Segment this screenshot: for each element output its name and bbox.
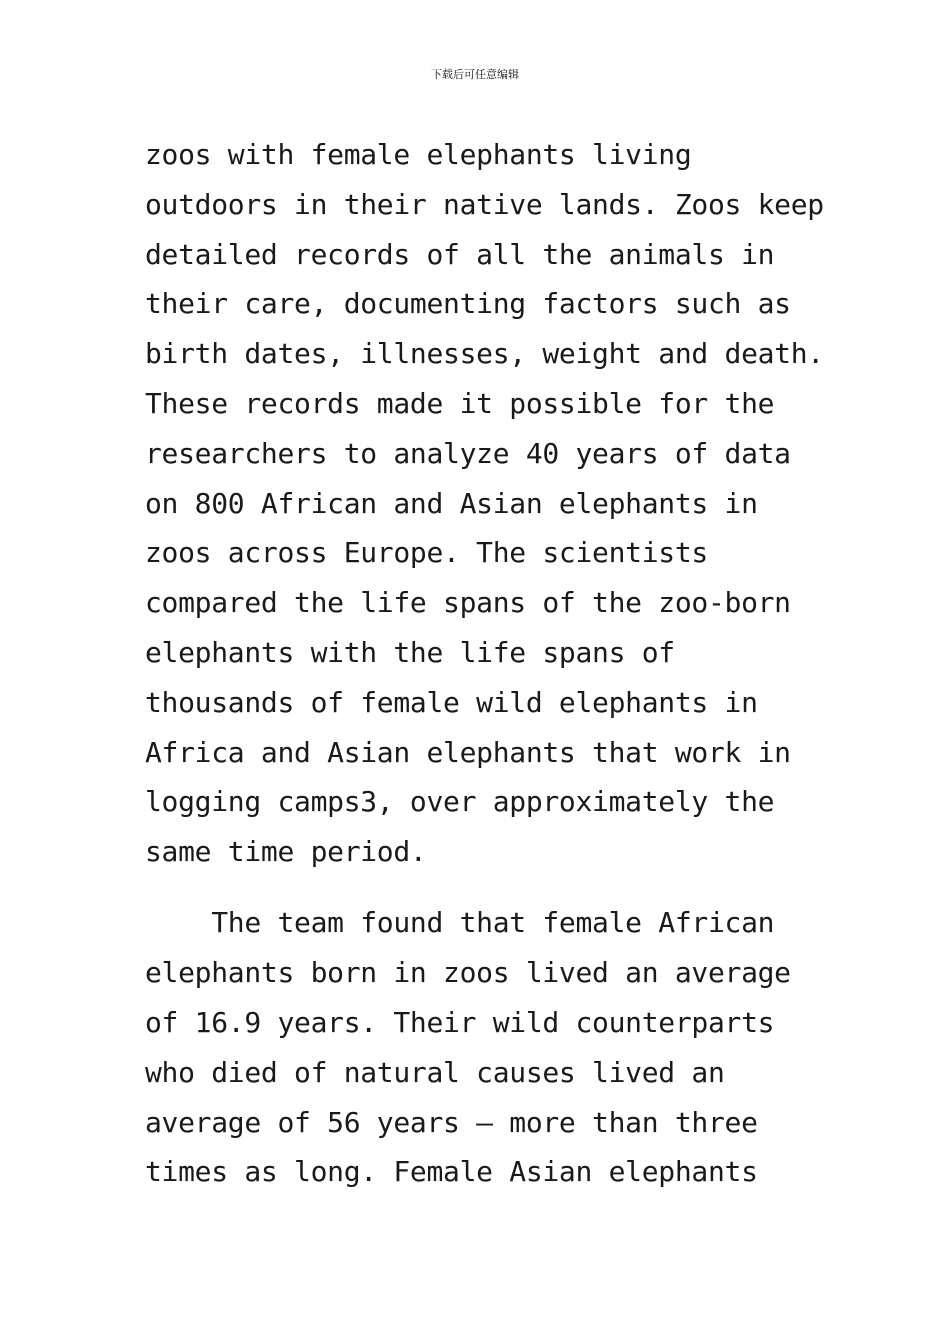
text-line: elephants born in zoos lived an average bbox=[145, 956, 791, 990]
text-line: elephants with the life spans of bbox=[145, 635, 675, 669]
document-body bbox=[145, 130, 845, 1197]
text-line: thousands of female wild elephants in bbox=[145, 685, 758, 719]
paragraph bbox=[145, 898, 845, 1197]
text-line: researchers to analyze 40 years of data bbox=[145, 436, 791, 470]
text-line: logging camps3, over approximately the bbox=[145, 785, 775, 819]
text-line: Africa and Asian elephants that work in bbox=[145, 735, 791, 769]
text-line: same time period. bbox=[145, 835, 427, 869]
text-line: who died of natural causes lived an bbox=[145, 1055, 725, 1089]
text-line: zoos across Europe. The scientists bbox=[145, 536, 708, 570]
text-line: on 800 African and Asian elephants in bbox=[145, 486, 758, 520]
text-line: their care, documenting factors such as bbox=[145, 287, 791, 321]
text-line: detailed records of all the animals in bbox=[145, 237, 775, 271]
page-header: 下载后可任意编辑 bbox=[431, 68, 519, 81]
text-line: of 16.9 years. Their wild counterparts bbox=[145, 1006, 775, 1040]
text-line: outdoors in their native lands. Zoos keep bbox=[145, 187, 824, 221]
text-line: The team found that female African bbox=[145, 906, 775, 940]
text-line: birth dates, illnesses, weight and death. bbox=[145, 337, 824, 371]
paragraph bbox=[145, 130, 845, 877]
paragraph-spacer bbox=[145, 877, 845, 899]
text-line: compared the life spans of the zoo-born bbox=[145, 586, 791, 620]
text-line: These records made it possible for the bbox=[145, 386, 775, 420]
text-line: zoos with female elephants living bbox=[145, 138, 692, 171]
text-line: average of 56 years — more than three bbox=[145, 1105, 758, 1139]
text-line: times as long. Female Asian elephants bbox=[145, 1155, 758, 1189]
